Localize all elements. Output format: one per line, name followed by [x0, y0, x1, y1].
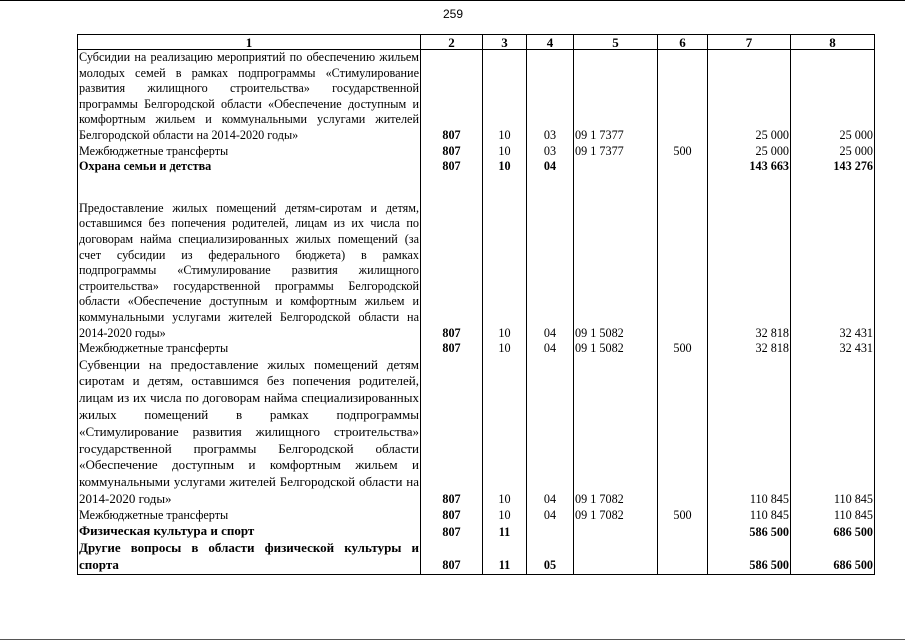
cell-col8: 25 000: [791, 50, 875, 144]
column-header: 5: [574, 35, 658, 50]
cell-col7: 32 818: [708, 201, 791, 341]
row-name: Физическая культура и спорт: [78, 523, 421, 540]
cell-col8: 686 500: [791, 540, 875, 574]
cell-col8: 32 431: [791, 341, 875, 357]
cell-col5: 09 1 5082: [574, 201, 658, 341]
cell-col5: 09 1 7082: [574, 357, 658, 508]
cell-col3: 10: [483, 357, 527, 508]
cell-col4: 03: [527, 50, 574, 144]
table-row: [78, 144, 875, 160]
cell-col2: 807: [421, 201, 483, 341]
cell-col3: 10: [483, 144, 527, 160]
cell-col2: 807: [421, 357, 483, 508]
cell-col2: 807: [421, 540, 483, 574]
row-name: Межбюджетные трансферты: [78, 508, 421, 524]
cell-col2: 807: [421, 523, 483, 540]
cell-col4: 05: [527, 540, 574, 574]
cell-col4: 04: [527, 357, 574, 508]
cell-col7: 110 845: [708, 508, 791, 524]
cell-col5: [574, 523, 658, 540]
cell-col8: 32 431: [791, 201, 875, 341]
cell-col6: 500: [658, 508, 708, 524]
cell-col6: [658, 50, 708, 144]
cell-col3: 10: [483, 50, 527, 144]
column-header: 4: [527, 35, 574, 50]
table-spacer-row: [78, 175, 875, 201]
column-header: 7: [708, 35, 791, 50]
cell-col3: 11: [483, 540, 527, 574]
column-header: 6: [658, 35, 708, 50]
cell-col5: 09 1 5082: [574, 341, 658, 357]
row-name: Межбюджетные трансферты: [78, 341, 421, 357]
cell-col7: 32 818: [708, 341, 791, 357]
cell-col8: 686 500: [791, 523, 875, 540]
cell-col8: 110 845: [791, 357, 875, 508]
cell-col4: [527, 523, 574, 540]
cell-col7: 143 663: [708, 159, 791, 175]
table-row: [78, 357, 875, 508]
cell-col6: 500: [658, 144, 708, 160]
cell-col4: 04: [527, 508, 574, 524]
row-name: Предоставление жилых помещений детям-сиротам и детям, оставшимся без попечения родителей, лицам из их числа по договорам найма специализированных жилых помещений (за счет субсидии из федерального бюджета) в рамках подпрограммы «Стимулирование развития жилищного строительства» государственной программы Белгородской области «Обеспечение доступным и комфортным жильем и коммунальными услугами жителей Белгородской области на 2014-2020 годы»: [79, 200, 419, 340]
table-row: [78, 201, 875, 341]
cell-col4: 04: [527, 341, 574, 357]
column-header: 1: [78, 35, 421, 50]
cell-col3: 10: [483, 159, 527, 175]
cell-col7: 25 000: [708, 50, 791, 144]
cell-col8: 143 276: [791, 159, 875, 175]
cell-col6: [658, 540, 708, 574]
cell-col7: 586 500: [708, 523, 791, 540]
cell-col8: 25 000: [791, 144, 875, 160]
row-name: Охрана семьи и детства: [78, 159, 421, 175]
cell-col6: [658, 201, 708, 341]
cell-col5: [574, 540, 658, 574]
cell-col2: 807: [421, 50, 483, 144]
row-name: Субсидии на реализацию мероприятий по обеспечению жильем молодых семей в рамках подпрограммы «Стимулирование развития жилищного строительства» государственной программы Белгородской области «Обеспечение доступным и комфортным жильем и коммунальными услугами жителей Белгородской области на 2014-2020 годы»: [79, 50, 419, 142]
cell-col3: 10: [483, 508, 527, 524]
cell-col4: 03: [527, 144, 574, 160]
cell-col3: 10: [483, 341, 527, 357]
table-row: [78, 523, 875, 540]
page-number: 259: [443, 7, 464, 21]
cell-col7: 110 845: [708, 357, 791, 508]
top-border-line: [0, 0, 905, 1]
column-header: 8: [791, 35, 875, 50]
cell-col4: 04: [527, 159, 574, 175]
cell-col5: [574, 159, 658, 175]
table-header-row: [78, 35, 875, 50]
cell-col3: 10: [483, 201, 527, 341]
table-row: [78, 50, 875, 144]
cell-col5: 09 1 7082: [574, 508, 658, 524]
cell-col2: 807: [421, 144, 483, 160]
table-row: [78, 508, 875, 524]
table-row: [78, 159, 875, 175]
column-header: 2: [421, 35, 483, 50]
cell-col2: 807: [421, 341, 483, 357]
cell-col2: 807: [421, 508, 483, 524]
row-name: Субвенции на предоставление жилых помещений детям сиротам и детям, оставшимся без попечения родителей, лицам из их числа по договорам найма специализированных жилых помещений в рамках подпрограммы «Стимулирование развития жилищного строительства» государственной программы Белгородской области «Обеспечение доступным и комфортным жильем и коммунальными услугами жителей Белгородской области на 2014-2020 годы»: [79, 356, 419, 507]
table-row: [78, 540, 875, 574]
cell-col6: 500: [658, 341, 708, 357]
cell-col7: 586 500: [708, 540, 791, 574]
table-row: [78, 341, 875, 357]
cell-col3: 11: [483, 523, 527, 540]
row-name: Межбюджетные трансферты: [78, 144, 421, 160]
cell-col2: 807: [421, 159, 483, 175]
cell-col5: 09 1 7377: [574, 144, 658, 160]
cell-col8: 110 845: [791, 508, 875, 524]
column-header: 3: [483, 35, 527, 50]
budget-table: [77, 34, 875, 575]
cell-col4: 04: [527, 201, 574, 341]
cell-col5: 09 1 7377: [574, 50, 658, 144]
cell-col6: [658, 523, 708, 540]
row-name: Другие вопросы в области физической культуры и спорта: [78, 540, 421, 574]
cell-col7: 25 000: [708, 144, 791, 160]
cell-col6: [658, 159, 708, 175]
cell-col6: [658, 357, 708, 508]
